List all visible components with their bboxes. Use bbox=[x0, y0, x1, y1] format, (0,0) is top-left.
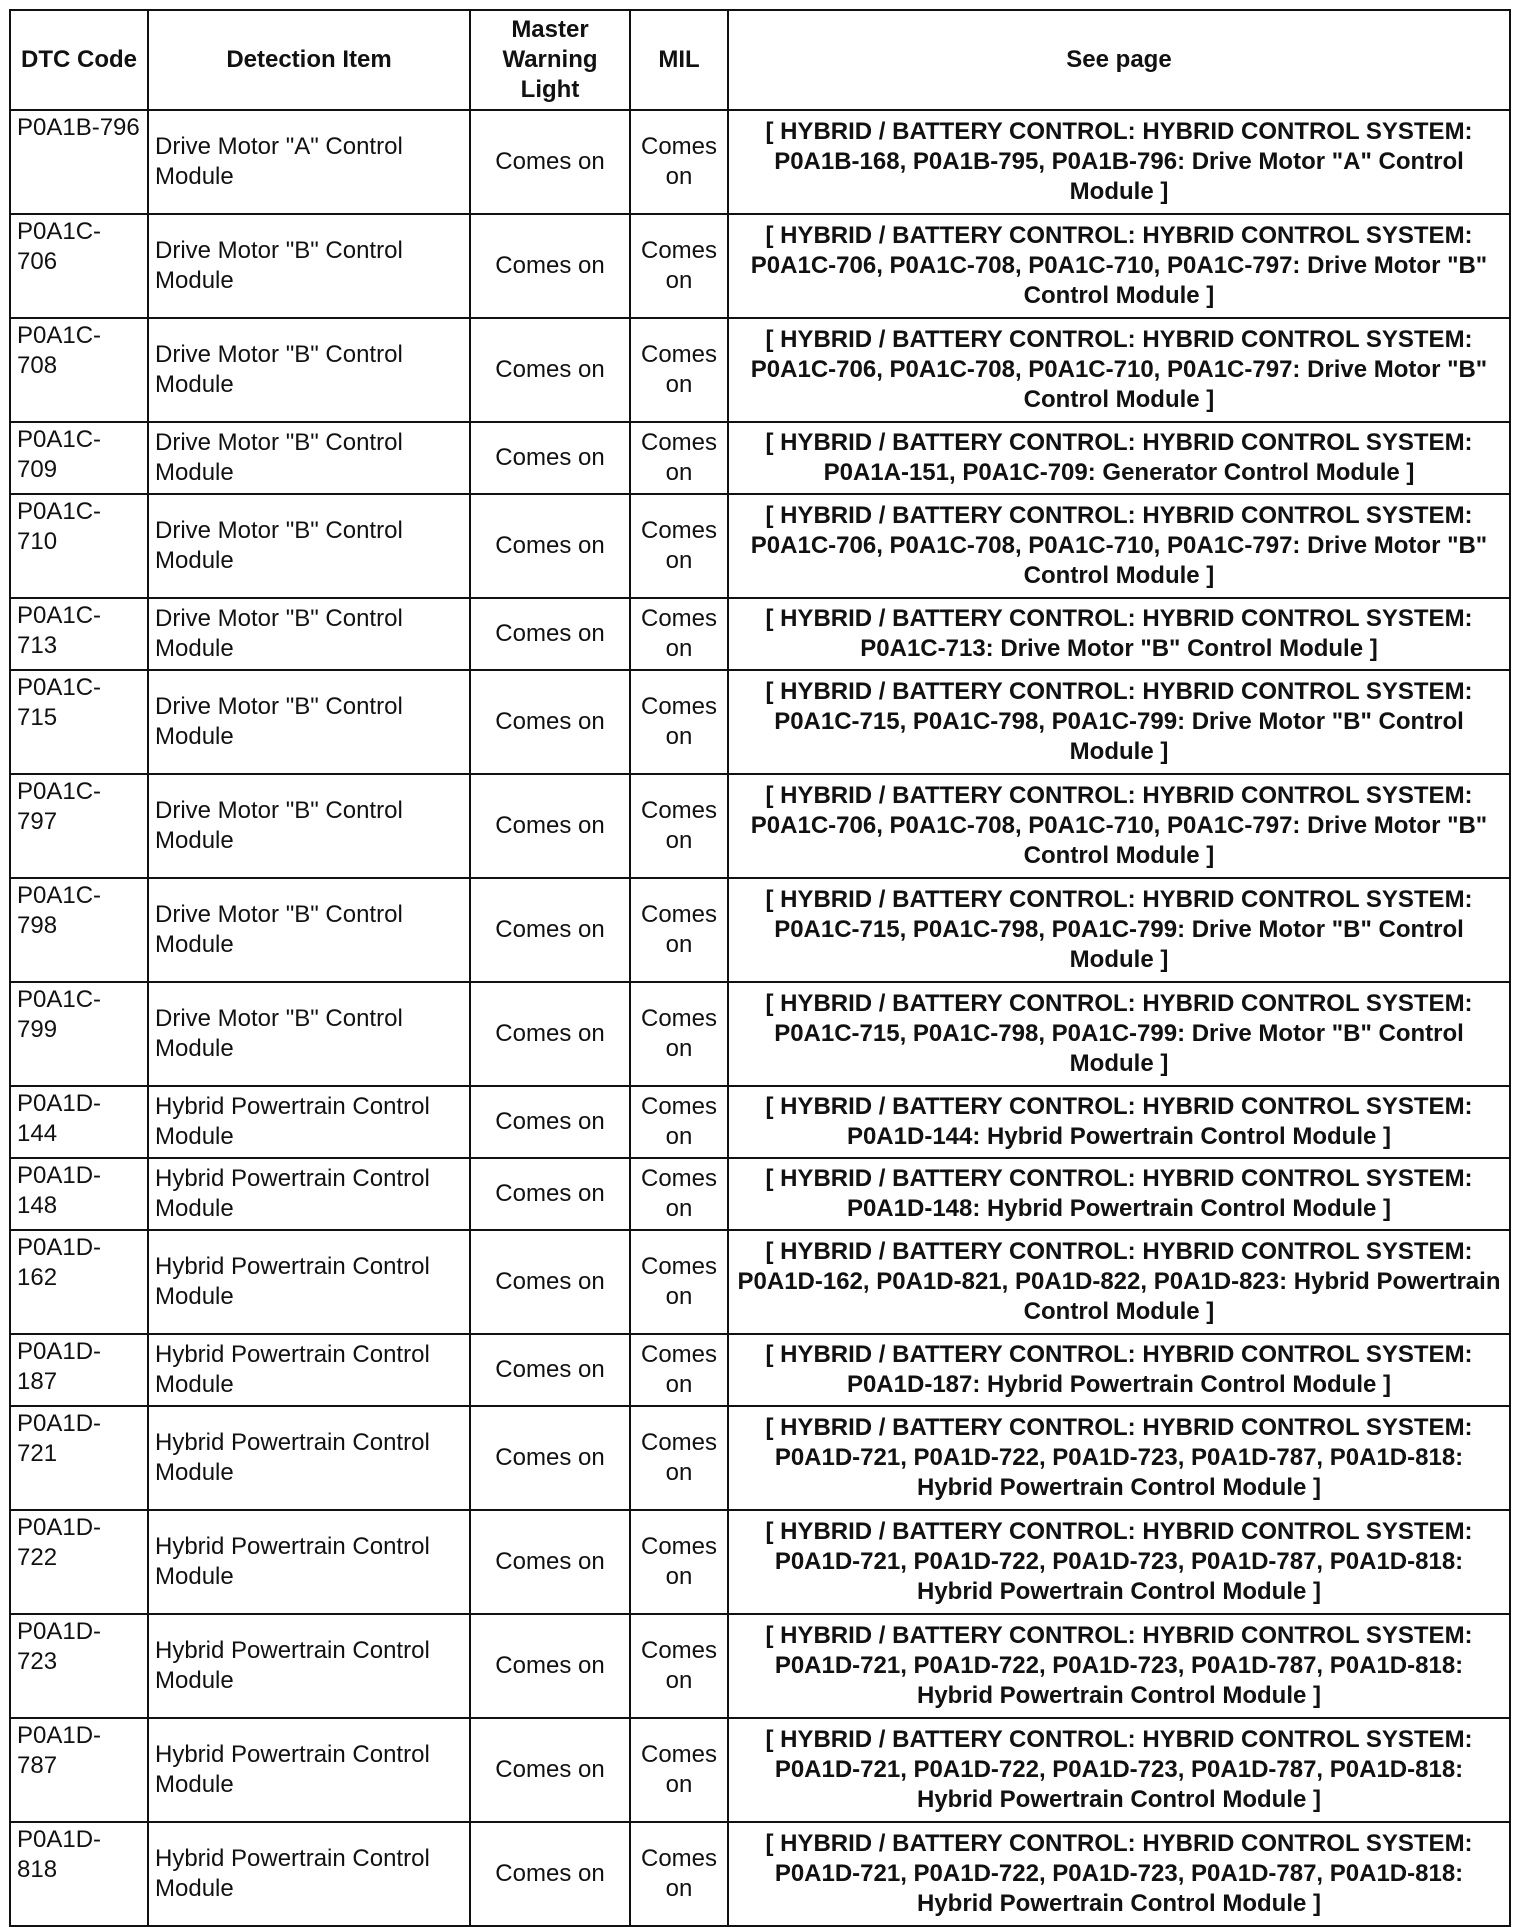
detection-item-cell: Drive Motor "B" Control Module bbox=[148, 214, 470, 318]
dtc-code-cell: P0A1C-799 bbox=[10, 982, 148, 1086]
see-page-link[interactable]: [ HYBRID / BATTERY CONTROL: HYBRID CONTROL SYSTEM: P0A1D-187: Hybrid Powertrain Control Module ] bbox=[728, 1334, 1510, 1406]
mil-cell: Comes on bbox=[630, 110, 728, 214]
detection-item-cell: Drive Motor "B" Control Module bbox=[148, 494, 470, 598]
dtc-code-cell: P0A1D-148 bbox=[10, 1158, 148, 1230]
dtc-code-cell: P0A1D-144 bbox=[10, 1086, 148, 1158]
dtc-code-cell: P0A1C-713 bbox=[10, 598, 148, 670]
mil-cell: Comes on bbox=[630, 878, 728, 982]
mil-cell: Comes on bbox=[630, 670, 728, 774]
master-warning-light-cell: Comes on bbox=[470, 1086, 630, 1158]
see-page-link[interactable]: [ HYBRID / BATTERY CONTROL: HYBRID CONTROL SYSTEM: P0A1D-144: Hybrid Powertrain Control Module ] bbox=[728, 1086, 1510, 1158]
see-page-link[interactable]: [ HYBRID / BATTERY CONTROL: HYBRID CONTROL SYSTEM: P0A1C-706, P0A1C-708, P0A1C-710, P0A1C-797: Drive Motor "B" Control Module ] bbox=[728, 774, 1510, 878]
header-mil: MIL bbox=[630, 10, 728, 110]
dtc-code-cell: P0A1D-162 bbox=[10, 1230, 148, 1334]
see-page-link[interactable]: [ HYBRID / BATTERY CONTROL: HYBRID CONTROL SYSTEM: P0A1D-721, P0A1D-722, P0A1D-723, P0A1D-787, P0A1D-818: Hybrid Powertrain Control Module ] bbox=[728, 1614, 1510, 1718]
see-page-link[interactable]: [ HYBRID / BATTERY CONTROL: HYBRID CONTROL SYSTEM: P0A1D-721, P0A1D-722, P0A1D-723, P0A1D-787, P0A1D-818: Hybrid Powertrain Control Module ] bbox=[728, 1718, 1510, 1822]
detection-item-cell: Hybrid Powertrain Control Module bbox=[148, 1230, 470, 1334]
see-page-link[interactable]: [ HYBRID / BATTERY CONTROL: HYBRID CONTROL SYSTEM: P0A1C-715, P0A1C-798, P0A1C-799: Drive Motor "B" Control Module ] bbox=[728, 982, 1510, 1086]
detection-item-cell: Drive Motor "B" Control Module bbox=[148, 982, 470, 1086]
mil-cell: Comes on bbox=[630, 598, 728, 670]
table-row bbox=[10, 598, 1510, 670]
mil-cell: Comes on bbox=[630, 422, 728, 494]
dtc-code-cell: P0A1D-722 bbox=[10, 1510, 148, 1614]
master-warning-light-cell: Comes on bbox=[470, 598, 630, 670]
dtc-code-cell: P0A1D-721 bbox=[10, 1406, 148, 1510]
header-dtc-code: DTC Code bbox=[10, 10, 148, 110]
master-warning-light-cell: Comes on bbox=[470, 878, 630, 982]
dtc-code-cell: P0A1C-710 bbox=[10, 494, 148, 598]
detection-item-cell: Hybrid Powertrain Control Module bbox=[148, 1086, 470, 1158]
table-row bbox=[10, 318, 1510, 422]
dtc-table-container bbox=[9, 9, 1509, 1927]
dtc-code-cell: P0A1D-187 bbox=[10, 1334, 148, 1406]
see-page-link[interactable]: [ HYBRID / BATTERY CONTROL: HYBRID CONTROL SYSTEM: P0A1D-721, P0A1D-722, P0A1D-723, P0A1D-787, P0A1D-818: Hybrid Powertrain Control Module ] bbox=[728, 1510, 1510, 1614]
see-page-link[interactable]: [ HYBRID / BATTERY CONTROL: HYBRID CONTROL SYSTEM: P0A1C-715, P0A1C-798, P0A1C-799: Drive Motor "B" Control Module ] bbox=[728, 670, 1510, 774]
detection-item-cell: Drive Motor "B" Control Module bbox=[148, 670, 470, 774]
dtc-code-cell: P0A1D-787 bbox=[10, 1718, 148, 1822]
table-row bbox=[10, 670, 1510, 774]
table-row bbox=[10, 1158, 1510, 1230]
master-warning-light-cell: Comes on bbox=[470, 1334, 630, 1406]
master-warning-light-cell: Comes on bbox=[470, 214, 630, 318]
table-row bbox=[10, 214, 1510, 318]
detection-item-cell: Hybrid Powertrain Control Module bbox=[148, 1614, 470, 1718]
mil-cell: Comes on bbox=[630, 774, 728, 878]
master-warning-light-cell: Comes on bbox=[470, 1158, 630, 1230]
dtc-table bbox=[9, 9, 1511, 1927]
table-row bbox=[10, 422, 1510, 494]
table-row bbox=[10, 982, 1510, 1086]
see-page-link[interactable]: [ HYBRID / BATTERY CONTROL: HYBRID CONTROL SYSTEM: P0A1C-706, P0A1C-708, P0A1C-710, P0A1C-797: Drive Motor "B" Control Module ] bbox=[728, 494, 1510, 598]
mil-cell: Comes on bbox=[630, 1230, 728, 1334]
table-row bbox=[10, 1230, 1510, 1334]
detection-item-cell: Hybrid Powertrain Control Module bbox=[148, 1334, 470, 1406]
detection-item-cell: Drive Motor "B" Control Module bbox=[148, 422, 470, 494]
see-page-link[interactable]: [ HYBRID / BATTERY CONTROL: HYBRID CONTROL SYSTEM: P0A1C-706, P0A1C-708, P0A1C-710, P0A1C-797: Drive Motor "B" Control Module ] bbox=[728, 214, 1510, 318]
table-row bbox=[10, 110, 1510, 214]
master-warning-light-cell: Comes on bbox=[470, 670, 630, 774]
dtc-code-cell: P0A1C-708 bbox=[10, 318, 148, 422]
master-warning-light-cell: Comes on bbox=[470, 774, 630, 878]
master-warning-light-cell: Comes on bbox=[470, 1822, 630, 1926]
mil-cell: Comes on bbox=[630, 318, 728, 422]
see-page-link[interactable]: [ HYBRID / BATTERY CONTROL: HYBRID CONTROL SYSTEM: P0A1D-721, P0A1D-722, P0A1D-723, P0A1D-787, P0A1D-818: Hybrid Powertrain Control Module ] bbox=[728, 1406, 1510, 1510]
detection-item-cell: Drive Motor "B" Control Module bbox=[148, 318, 470, 422]
dtc-code-cell: P0A1D-818 bbox=[10, 1822, 148, 1926]
header-see-page: See page bbox=[728, 10, 1510, 110]
mil-cell: Comes on bbox=[630, 1158, 728, 1230]
mil-cell: Comes on bbox=[630, 1510, 728, 1614]
table-row bbox=[10, 1510, 1510, 1614]
see-page-link[interactable]: [ HYBRID / BATTERY CONTROL: HYBRID CONTROL SYSTEM: P0A1D-721, P0A1D-722, P0A1D-723, P0A1D-787, P0A1D-818: Hybrid Powertrain Control Module ] bbox=[728, 1822, 1510, 1926]
mil-cell: Comes on bbox=[630, 1406, 728, 1510]
mil-cell: Comes on bbox=[630, 1334, 728, 1406]
table-row bbox=[10, 1406, 1510, 1510]
master-warning-light-cell: Comes on bbox=[470, 982, 630, 1086]
detection-item-cell: Hybrid Powertrain Control Module bbox=[148, 1822, 470, 1926]
see-page-link[interactable]: [ HYBRID / BATTERY CONTROL: HYBRID CONTROL SYSTEM: P0A1B-168, P0A1B-795, P0A1B-796: Drive Motor "A" Control Module ] bbox=[728, 110, 1510, 214]
master-warning-light-cell: Comes on bbox=[470, 422, 630, 494]
dtc-code-cell: P0A1B-796 bbox=[10, 110, 148, 214]
mil-cell: Comes on bbox=[630, 1086, 728, 1158]
detection-item-cell: Drive Motor "B" Control Module bbox=[148, 774, 470, 878]
mil-cell: Comes on bbox=[630, 982, 728, 1086]
table-row bbox=[10, 1614, 1510, 1718]
see-page-link[interactable]: [ HYBRID / BATTERY CONTROL: HYBRID CONTROL SYSTEM: P0A1A-151, P0A1C-709: Generator Control Module ] bbox=[728, 422, 1510, 494]
see-page-link[interactable]: [ HYBRID / BATTERY CONTROL: HYBRID CONTROL SYSTEM: P0A1C-715, P0A1C-798, P0A1C-799: Drive Motor "B" Control Module ] bbox=[728, 878, 1510, 982]
detection-item-cell: Drive Motor "A" Control Module bbox=[148, 110, 470, 214]
dtc-code-cell: P0A1C-709 bbox=[10, 422, 148, 494]
dtc-code-cell: P0A1C-798 bbox=[10, 878, 148, 982]
table-row bbox=[10, 1334, 1510, 1406]
header-detection-item: Detection Item bbox=[148, 10, 470, 110]
master-warning-light-cell: Comes on bbox=[470, 494, 630, 598]
master-warning-light-cell: Comes on bbox=[470, 1406, 630, 1510]
mil-cell: Comes on bbox=[630, 214, 728, 318]
mil-cell: Comes on bbox=[630, 494, 728, 598]
detection-item-cell: Hybrid Powertrain Control Module bbox=[148, 1510, 470, 1614]
detection-item-cell: Hybrid Powertrain Control Module bbox=[148, 1718, 470, 1822]
master-warning-light-cell: Comes on bbox=[470, 1230, 630, 1334]
table-header-row bbox=[10, 10, 1510, 110]
header-master-warning-light: Master Warning Light bbox=[470, 10, 630, 110]
mil-cell: Comes on bbox=[630, 1822, 728, 1926]
detection-item-cell: Hybrid Powertrain Control Module bbox=[148, 1406, 470, 1510]
see-page-link[interactable]: [ HYBRID / BATTERY CONTROL: HYBRID CONTROL SYSTEM: P0A1D-162, P0A1D-821, P0A1D-822, P0A1D-823: Hybrid Powertrain Control Module ] bbox=[728, 1230, 1510, 1334]
table-row bbox=[10, 1086, 1510, 1158]
detection-item-cell: Drive Motor "B" Control Module bbox=[148, 598, 470, 670]
see-page-link[interactable]: [ HYBRID / BATTERY CONTROL: HYBRID CONTROL SYSTEM: P0A1D-148: Hybrid Powertrain Control Module ] bbox=[728, 1158, 1510, 1230]
mil-cell: Comes on bbox=[630, 1718, 728, 1822]
dtc-code-cell: P0A1C-715 bbox=[10, 670, 148, 774]
table-row bbox=[10, 774, 1510, 878]
dtc-code-cell: P0A1C-797 bbox=[10, 774, 148, 878]
table-row bbox=[10, 1718, 1510, 1822]
detection-item-cell: Hybrid Powertrain Control Module bbox=[148, 1158, 470, 1230]
master-warning-light-cell: Comes on bbox=[470, 1718, 630, 1822]
master-warning-light-cell: Comes on bbox=[470, 318, 630, 422]
table-row bbox=[10, 494, 1510, 598]
detection-item-cell: Drive Motor "B" Control Module bbox=[148, 878, 470, 982]
see-page-link[interactable]: [ HYBRID / BATTERY CONTROL: HYBRID CONTROL SYSTEM: P0A1C-713: Drive Motor "B" Control Module ] bbox=[728, 598, 1510, 670]
table-body bbox=[10, 110, 1510, 1926]
table-row bbox=[10, 1822, 1510, 1926]
dtc-code-cell: P0A1D-723 bbox=[10, 1614, 148, 1718]
master-warning-light-cell: Comes on bbox=[470, 110, 630, 214]
master-warning-light-cell: Comes on bbox=[470, 1614, 630, 1718]
master-warning-light-cell: Comes on bbox=[470, 1510, 630, 1614]
see-page-link[interactable]: [ HYBRID / BATTERY CONTROL: HYBRID CONTROL SYSTEM: P0A1C-706, P0A1C-708, P0A1C-710, P0A1C-797: Drive Motor "B" Control Module ] bbox=[728, 318, 1510, 422]
dtc-code-cell: P0A1C-706 bbox=[10, 214, 148, 318]
mil-cell: Comes on bbox=[630, 1614, 728, 1718]
table-row bbox=[10, 878, 1510, 982]
